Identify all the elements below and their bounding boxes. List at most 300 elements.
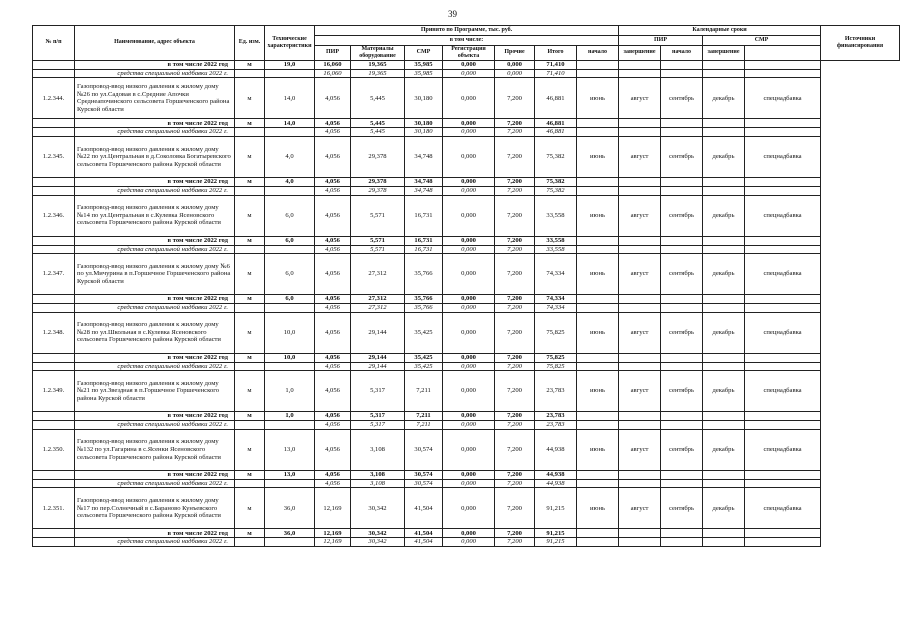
unit-cell: м [235, 529, 265, 538]
other-cell: 0,000 [495, 69, 535, 78]
other-cell: 7,200 [495, 254, 535, 295]
tech-cell: 19,0 [265, 60, 315, 69]
tech-cell: 14,0 [265, 78, 315, 119]
reg-cell: 0,000 [443, 119, 495, 128]
tech-cell: 6,0 [265, 295, 315, 304]
other-cell: 7,200 [495, 245, 535, 254]
empty-cell [745, 479, 821, 488]
empty-cell [577, 362, 619, 371]
total-cell: 75,825 [535, 312, 577, 353]
object-number: 1.2.344. [33, 78, 75, 119]
pir-end-cell: август [619, 78, 661, 119]
empty-cell [577, 69, 619, 78]
unit-cell [235, 362, 265, 371]
total-cell: 71,410 [535, 60, 577, 69]
year-subtotal-row [33, 295, 900, 304]
reg-cell: 0,000 [443, 529, 495, 538]
other-cell: 7,200 [495, 177, 535, 186]
empty-cell [577, 304, 619, 313]
pir-cell: 4,056 [315, 128, 351, 137]
empty-cell [745, 412, 821, 421]
smr-end-cell: декабрь [703, 254, 745, 295]
other-cell: 7,200 [495, 538, 535, 547]
smr-cell: 41,504 [405, 488, 443, 529]
total-cell: 71,410 [535, 69, 577, 78]
empty-cell [33, 362, 75, 371]
total-cell: 23,783 [535, 371, 577, 412]
mat-cell: 5,445 [351, 78, 405, 119]
object-name: Газопровод-ввод низкого давления к жилому дому №22 по ул.Центральная в д.Соколовка Богатыревского сельсовета Горшеченского района Курской области [75, 136, 235, 177]
total-cell: 75,382 [535, 136, 577, 177]
mat-cell: 5,317 [351, 412, 405, 421]
row-label: средства специальной надбавки 2022 г. [75, 245, 235, 254]
smr-cell: 34,748 [405, 186, 443, 195]
header-cal-pir: ПИР [619, 36, 703, 46]
reg-cell: 0,000 [443, 236, 495, 245]
empty-cell [661, 412, 703, 421]
empty-cell [745, 529, 821, 538]
total-cell: 23,783 [535, 421, 577, 430]
pir-cell: 12,169 [315, 488, 351, 529]
special-fund-row [33, 479, 900, 488]
empty-cell [703, 362, 745, 371]
empty-cell [33, 128, 75, 137]
unit-cell: м [235, 488, 265, 529]
pir-cell: 4,056 [315, 254, 351, 295]
empty-cell [661, 529, 703, 538]
tech-cell [265, 479, 315, 488]
reg-cell: 0,000 [443, 136, 495, 177]
smr-end-cell: декабрь [703, 312, 745, 353]
mat-cell: 5,445 [351, 119, 405, 128]
source-cell: спецнадбавка [745, 371, 821, 412]
pir-cell: 4,056 [315, 177, 351, 186]
smr-end-cell: декабрь [703, 78, 745, 119]
empty-cell [577, 353, 619, 362]
smr-end-cell: декабрь [703, 195, 745, 236]
row-label: средства специальной надбавки 2022 г. [75, 362, 235, 371]
pir-cell: 4,056 [315, 421, 351, 430]
header-num: № п/п [33, 26, 75, 61]
pir-end-cell: август [619, 429, 661, 470]
tech-cell: 6,0 [265, 236, 315, 245]
pir-end-cell: август [619, 136, 661, 177]
table-row [33, 254, 900, 295]
empty-cell [703, 186, 745, 195]
unit-cell [235, 245, 265, 254]
special-fund-row [33, 245, 900, 254]
total-cell: 46,881 [535, 128, 577, 137]
empty-cell [619, 362, 661, 371]
table-row [33, 312, 900, 353]
row-label: средства специальной надбавки 2022 г. [75, 128, 235, 137]
pir-cell: 4,056 [315, 362, 351, 371]
header-end-smr: завершение [703, 46, 745, 61]
row-label: в том числе 2022 год [75, 236, 235, 245]
pir-cell: 4,056 [315, 136, 351, 177]
empty-cell [661, 353, 703, 362]
other-cell: 7,200 [495, 312, 535, 353]
empty-cell [703, 538, 745, 547]
header-start-smr: начало [661, 46, 703, 61]
smr-start-cell: сентябрь [661, 312, 703, 353]
total-cell: 33,558 [535, 236, 577, 245]
special-fund-row [33, 362, 900, 371]
smr-cell: 30,574 [405, 470, 443, 479]
other-cell: 7,200 [495, 479, 535, 488]
unit-cell: м [235, 60, 265, 69]
reg-cell: 0,000 [443, 177, 495, 186]
row-label: в том числе 2022 год [75, 177, 235, 186]
header-other: Прочие [495, 46, 535, 61]
reg-cell: 0,000 [443, 421, 495, 430]
reg-cell: 0,000 [443, 295, 495, 304]
smr-end-cell: декабрь [703, 136, 745, 177]
empty-cell [619, 353, 661, 362]
row-label: в том числе 2022 год [75, 412, 235, 421]
empty-cell [619, 538, 661, 547]
pir-cell: 4,056 [315, 236, 351, 245]
pir-end-cell: август [619, 488, 661, 529]
row-label: в том числе 2022 год [75, 529, 235, 538]
total-cell: 75,825 [535, 353, 577, 362]
mat-cell: 29,378 [351, 186, 405, 195]
empty-cell [661, 236, 703, 245]
source-cell: спецнадбавка [745, 312, 821, 353]
empty-cell [703, 412, 745, 421]
reg-cell: 0,000 [443, 69, 495, 78]
empty-cell [745, 119, 821, 128]
smr-end-cell: декабрь [703, 488, 745, 529]
empty-cell [703, 529, 745, 538]
empty-cell [577, 186, 619, 195]
object-number: 1.2.349. [33, 371, 75, 412]
header-registration: Регистрация объекта [443, 46, 495, 61]
empty-cell [661, 421, 703, 430]
smr-cell: 7,211 [405, 412, 443, 421]
other-cell: 7,200 [495, 470, 535, 479]
other-cell: 7,200 [495, 128, 535, 137]
unit-cell: м [235, 236, 265, 245]
total-cell: 75,382 [535, 177, 577, 186]
pir-cell: 16,060 [315, 69, 351, 78]
smr-start-cell: сентябрь [661, 136, 703, 177]
pir-cell: 4,056 [315, 119, 351, 128]
reg-cell: 0,000 [443, 488, 495, 529]
empty-cell [577, 470, 619, 479]
empty-cell [619, 186, 661, 195]
pir-cell: 4,056 [315, 412, 351, 421]
tech-cell [265, 69, 315, 78]
pir-end-cell: август [619, 371, 661, 412]
pir-start-cell: июнь [577, 195, 619, 236]
other-cell: 7,200 [495, 186, 535, 195]
unit-cell [235, 128, 265, 137]
unit-cell [235, 479, 265, 488]
smr-start-cell: сентябрь [661, 195, 703, 236]
table-row [33, 429, 900, 470]
empty-cell [745, 128, 821, 137]
pir-cell: 12,169 [315, 538, 351, 547]
year-subtotal-row [33, 177, 900, 186]
reg-cell: 0,000 [443, 195, 495, 236]
reg-cell: 0,000 [443, 60, 495, 69]
header-end-pir: завершение [619, 46, 661, 61]
pir-start-cell: июнь [577, 488, 619, 529]
special-fund-row [33, 186, 900, 195]
smr-cell: 35,425 [405, 353, 443, 362]
empty-cell [33, 177, 75, 186]
empty-cell [745, 186, 821, 195]
empty-cell [577, 421, 619, 430]
empty-cell [619, 412, 661, 421]
pir-cell: 4,056 [315, 78, 351, 119]
empty-cell [703, 177, 745, 186]
empty-cell [745, 245, 821, 254]
object-name: Газопровод-ввод низкого давления к жилому дому №14 по ул.Центральная в с.Кулевка Ясеновского сельсовета Горшеченского района Курской области [75, 195, 235, 236]
tech-cell [265, 245, 315, 254]
total-cell: 44,938 [535, 429, 577, 470]
object-number: 1.2.348. [33, 312, 75, 353]
mat-cell: 27,312 [351, 254, 405, 295]
reg-cell: 0,000 [443, 78, 495, 119]
table-row [33, 136, 900, 177]
object-number: 1.2.351. [33, 488, 75, 529]
tech-cell: 13,0 [265, 429, 315, 470]
empty-cell [619, 304, 661, 313]
reg-cell: 0,000 [443, 254, 495, 295]
empty-cell [33, 60, 75, 69]
table-body [33, 60, 900, 546]
other-cell: 7,200 [495, 295, 535, 304]
empty-cell [33, 529, 75, 538]
reg-cell: 0,000 [443, 470, 495, 479]
smr-cell: 35,985 [405, 69, 443, 78]
reg-cell: 0,000 [443, 362, 495, 371]
empty-cell [703, 295, 745, 304]
pir-cell: 16,060 [315, 60, 351, 69]
mat-cell: 19,365 [351, 60, 405, 69]
other-cell: 7,200 [495, 488, 535, 529]
empty-cell [703, 421, 745, 430]
unit-cell: м [235, 353, 265, 362]
empty-cell [33, 304, 75, 313]
empty-cell [619, 529, 661, 538]
tech-cell: 10,0 [265, 353, 315, 362]
empty-cell [745, 353, 821, 362]
source-cell: спецнадбавка [745, 254, 821, 295]
mat-cell: 5,571 [351, 245, 405, 254]
object-name: Газопровод-ввод низкого давления к жилому дому №28 по ул.Школьная в с.Кулевка Ясеновского сельсовета Горшеченского района Курской области [75, 312, 235, 353]
empty-cell [577, 412, 619, 421]
year-subtotal-row [33, 470, 900, 479]
object-name: Газопровод-ввод низкого давления к жилому дому №17 по пер.Солнечный в с.Бараново Кунъевского сельсовета Горшеченского района Курской области [75, 488, 235, 529]
empty-cell [33, 421, 75, 430]
empty-cell [33, 295, 75, 304]
other-cell: 7,200 [495, 421, 535, 430]
source-cell: спецнадбавка [745, 429, 821, 470]
tech-cell: 6,0 [265, 195, 315, 236]
empty-cell [33, 353, 75, 362]
source-cell: спецнадбавка [745, 78, 821, 119]
header-smr: СМР [405, 46, 443, 61]
header-unit: Ед. изм. [235, 26, 265, 61]
header-pir: ПИР [315, 46, 351, 61]
other-cell: 7,200 [495, 304, 535, 313]
reg-cell: 0,000 [443, 128, 495, 137]
empty-cell [745, 470, 821, 479]
year-subtotal-row [33, 60, 900, 69]
empty-cell [661, 119, 703, 128]
pir-cell: 4,056 [315, 195, 351, 236]
row-label: в том числе 2022 год [75, 470, 235, 479]
empty-cell [577, 119, 619, 128]
table-row [33, 488, 900, 529]
mat-cell: 19,365 [351, 69, 405, 78]
year-subtotal-row [33, 119, 900, 128]
header-source: Источники финансирования [821, 26, 900, 61]
special-fund-row [33, 421, 900, 430]
other-cell: 7,200 [495, 529, 535, 538]
header-materials: Материалы оборудование [351, 46, 405, 61]
header-cal-smr: СМР [703, 36, 821, 46]
unit-cell: м [235, 312, 265, 353]
header-total: Итого [535, 46, 577, 61]
smr-cell: 16,731 [405, 236, 443, 245]
unit-cell: м [235, 254, 265, 295]
tech-cell [265, 186, 315, 195]
pir-cell: 4,056 [315, 353, 351, 362]
pir-cell: 4,056 [315, 312, 351, 353]
empty-cell [745, 421, 821, 430]
empty-cell [703, 236, 745, 245]
empty-cell [619, 245, 661, 254]
empty-cell [577, 60, 619, 69]
reg-cell: 0,000 [443, 312, 495, 353]
mat-cell: 5,317 [351, 421, 405, 430]
unit-cell: м [235, 371, 265, 412]
total-cell: 74,334 [535, 304, 577, 313]
smr-cell: 35,425 [405, 362, 443, 371]
empty-cell [619, 295, 661, 304]
row-label: в том числе 2022 год [75, 295, 235, 304]
tech-cell: 13,0 [265, 470, 315, 479]
smr-cell: 34,748 [405, 177, 443, 186]
pir-end-cell: август [619, 312, 661, 353]
empty-cell [745, 304, 821, 313]
empty-cell [745, 60, 821, 69]
empty-cell [619, 177, 661, 186]
smr-cell: 30,180 [405, 119, 443, 128]
mat-cell: 29,378 [351, 136, 405, 177]
empty-cell [577, 529, 619, 538]
smr-cell: 35,766 [405, 254, 443, 295]
empty-cell [619, 119, 661, 128]
empty-cell [619, 470, 661, 479]
unit-cell [235, 538, 265, 547]
unit-cell: м [235, 119, 265, 128]
reg-cell: 0,000 [443, 353, 495, 362]
empty-cell [703, 119, 745, 128]
special-fund-row [33, 128, 900, 137]
smr-end-cell: декабрь [703, 371, 745, 412]
empty-cell [703, 245, 745, 254]
total-cell: 91,215 [535, 488, 577, 529]
tech-cell: 6,0 [265, 254, 315, 295]
row-label: в том числе 2022 год [75, 119, 235, 128]
reg-cell: 0,000 [443, 538, 495, 547]
smr-cell: 7,211 [405, 421, 443, 430]
empty-cell [703, 353, 745, 362]
other-cell: 7,200 [495, 371, 535, 412]
empty-cell [661, 186, 703, 195]
unit-cell: м [235, 78, 265, 119]
object-number: 1.2.345. [33, 136, 75, 177]
tech-cell: 1,0 [265, 412, 315, 421]
special-fund-row [33, 69, 900, 78]
source-cell: спецнадбавка [745, 488, 821, 529]
year-subtotal-row [33, 529, 900, 538]
empty-cell [619, 69, 661, 78]
unit-cell: м [235, 470, 265, 479]
empty-cell [745, 362, 821, 371]
mat-cell: 30,342 [351, 529, 405, 538]
pir-cell: 4,056 [315, 470, 351, 479]
year-subtotal-row [33, 236, 900, 245]
empty-cell [619, 236, 661, 245]
total-cell: 74,334 [535, 254, 577, 295]
mat-cell: 3,108 [351, 479, 405, 488]
other-cell: 7,200 [495, 195, 535, 236]
smr-start-cell: сентябрь [661, 78, 703, 119]
total-cell: 44,938 [535, 470, 577, 479]
total-cell: 75,825 [535, 362, 577, 371]
row-label: средства специальной надбавки 2022 г. [75, 69, 235, 78]
unit-cell: м [235, 429, 265, 470]
pir-start-cell: июнь [577, 371, 619, 412]
pir-start-cell: июнь [577, 136, 619, 177]
other-cell: 7,200 [495, 78, 535, 119]
row-label: в том числе 2022 год [75, 60, 235, 69]
tech-cell: 14,0 [265, 119, 315, 128]
smr-start-cell: сентябрь [661, 429, 703, 470]
pir-start-cell: июнь [577, 312, 619, 353]
mat-cell: 5,571 [351, 195, 405, 236]
header-calendar: Календарные сроки [619, 26, 821, 36]
empty-cell [33, 412, 75, 421]
reg-cell: 0,000 [443, 371, 495, 412]
smr-cell: 30,180 [405, 128, 443, 137]
row-label: в том числе 2022 год [75, 353, 235, 362]
object-name: Газопровод-ввод низкого давления к жилому дому №21 по ул.Звездная в п.Горшечное Горшеченского района Курской области [75, 371, 235, 412]
total-cell: 75,382 [535, 186, 577, 195]
empty-cell [661, 470, 703, 479]
pir-cell: 12,169 [315, 529, 351, 538]
empty-cell [745, 177, 821, 186]
empty-cell [745, 538, 821, 547]
empty-cell [33, 186, 75, 195]
empty-cell [661, 177, 703, 186]
smr-cell: 41,504 [405, 538, 443, 547]
other-cell: 0,000 [495, 60, 535, 69]
reg-cell: 0,000 [443, 412, 495, 421]
smr-cell: 30,180 [405, 78, 443, 119]
other-cell: 7,200 [495, 412, 535, 421]
table-row [33, 195, 900, 236]
tech-cell: 10,0 [265, 312, 315, 353]
object-number: 1.2.347. [33, 254, 75, 295]
empty-cell [661, 362, 703, 371]
